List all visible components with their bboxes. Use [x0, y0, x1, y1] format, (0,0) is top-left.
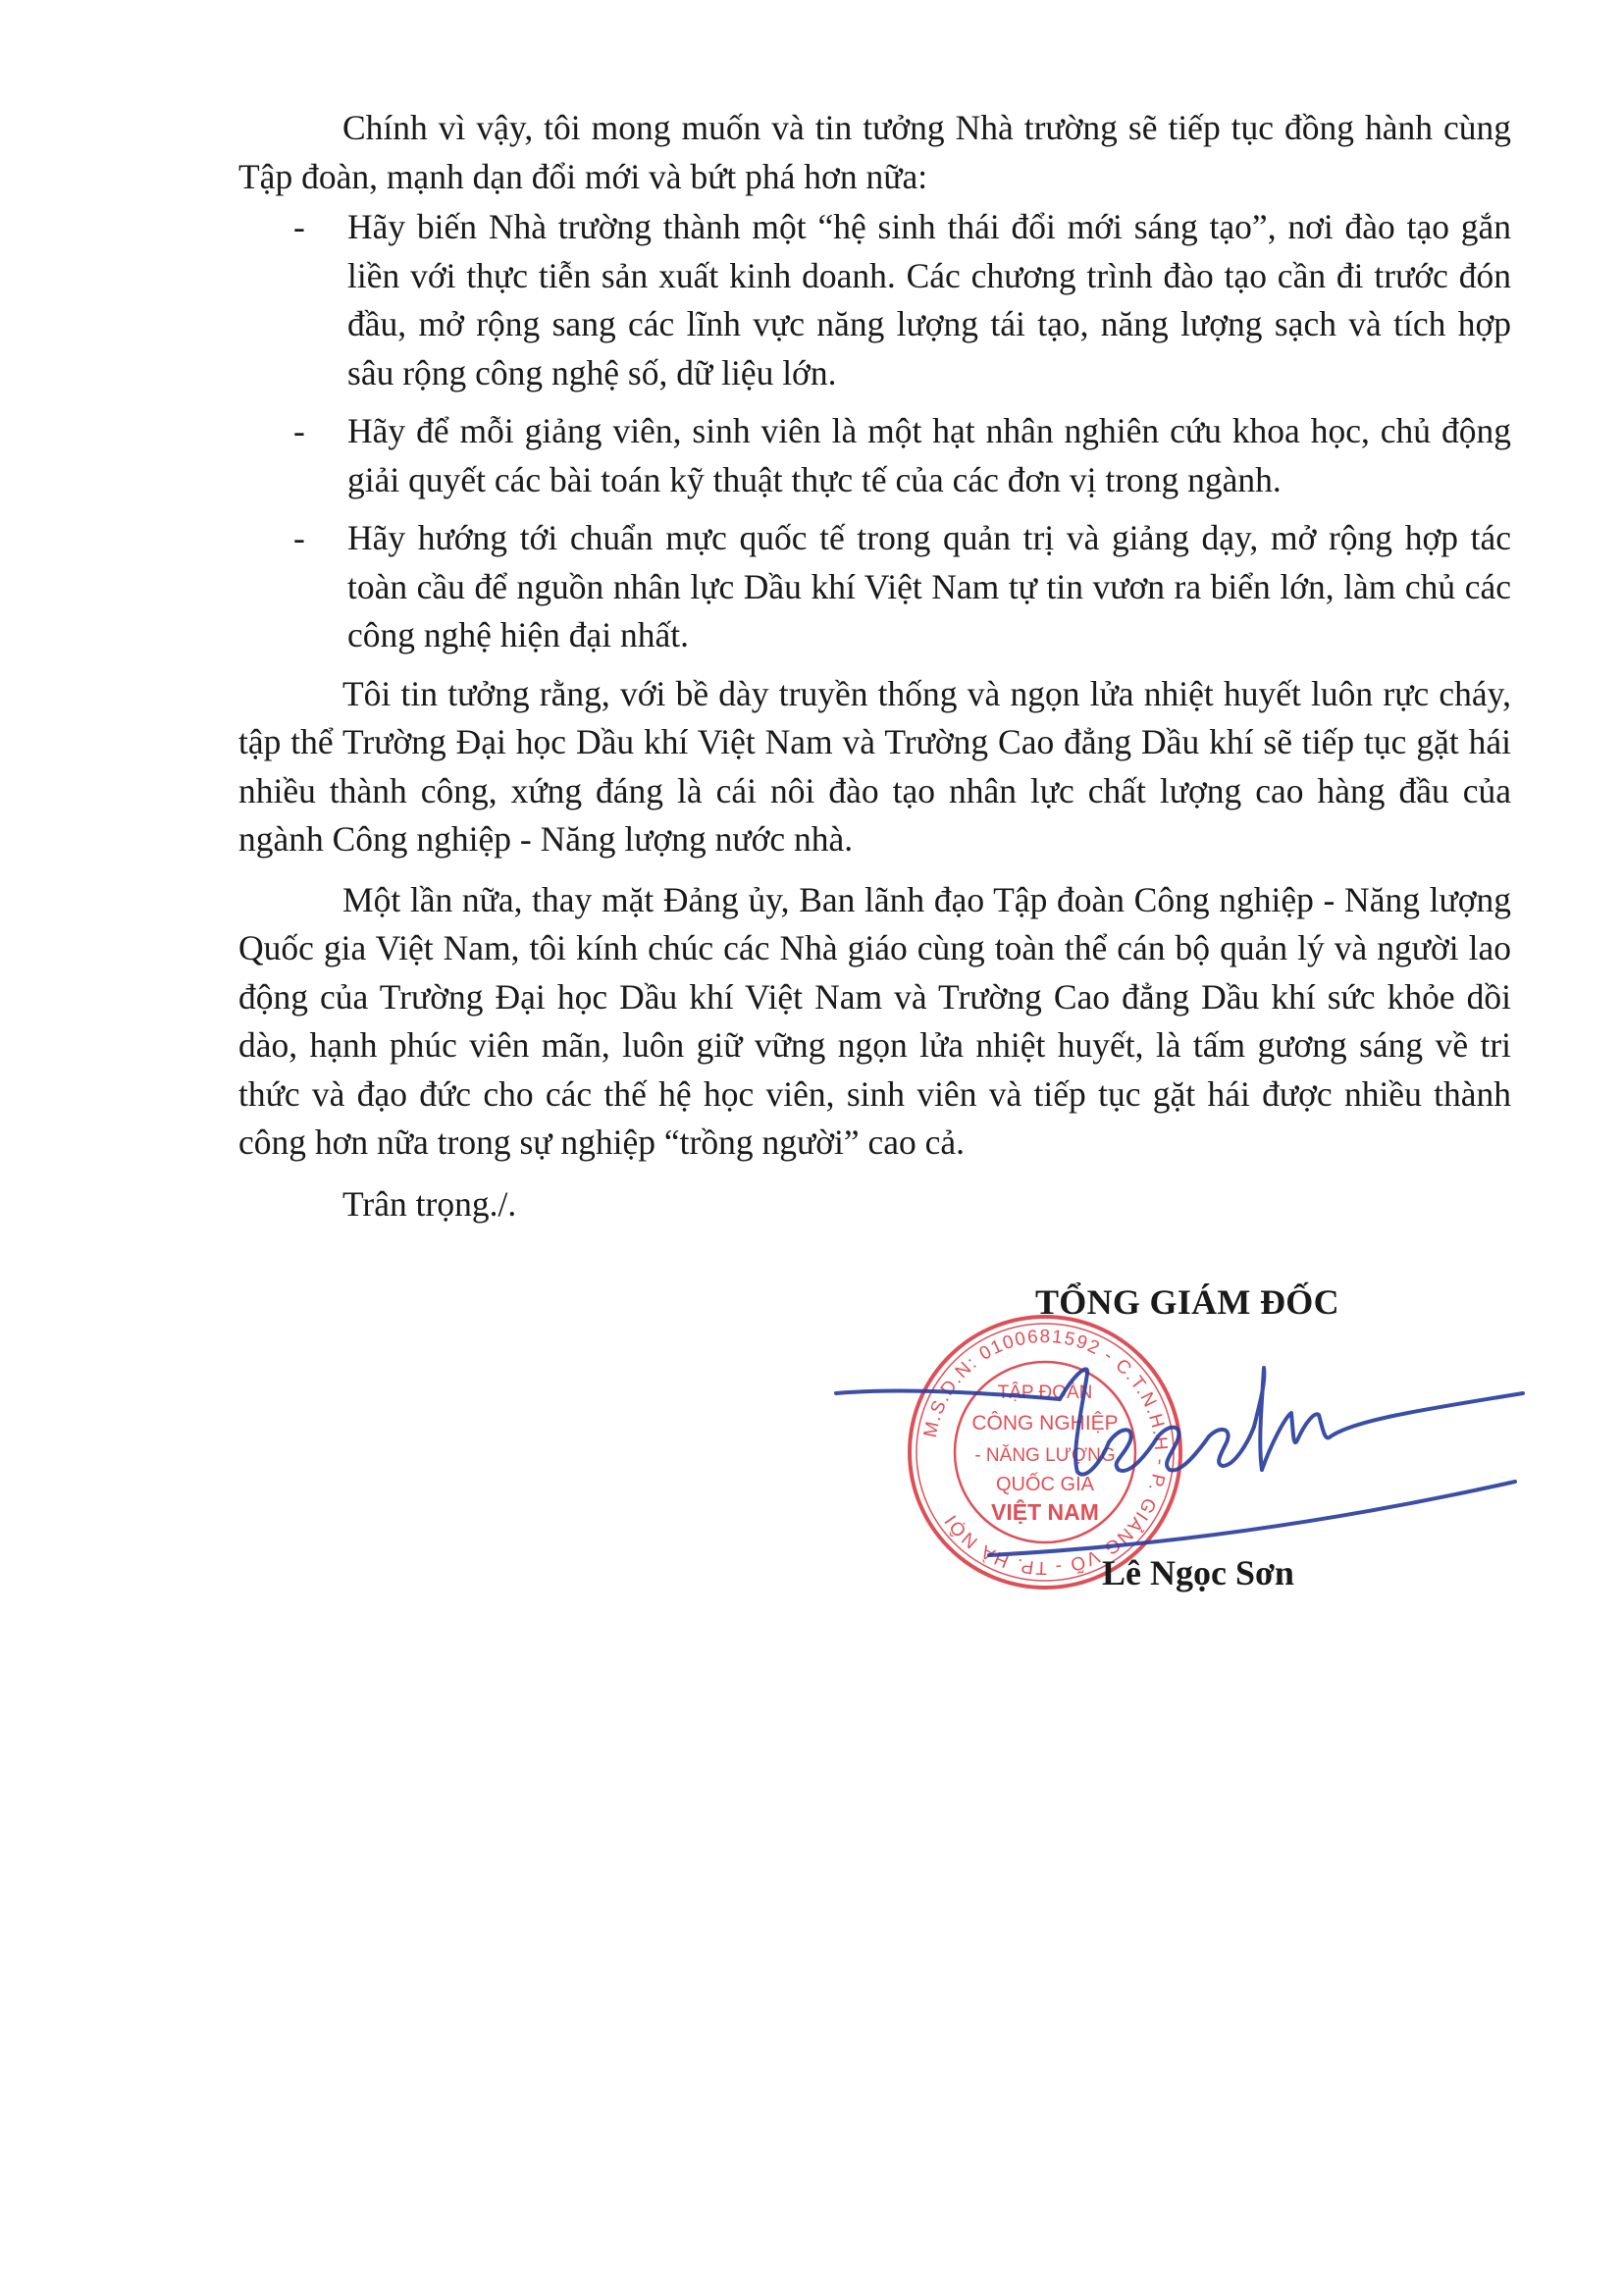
- wishes-paragraph: Một lần nữa, thay mặt Đảng ủy, Ban lãnh đạo Tập đoàn Công nghiệp - Năng lượng Quốc gia Việt Nam, tôi kính chúc các Nhà giáo cùng toàn thể cán bộ quản lý và người lao động của Trường Đại học Dầu khí Việt Nam và Trường Cao đẳng Dầu khí sức khỏe dồi dào, hạnh phúc viên mãn, luôn giữ vững ngọn lửa nhiệt huyết, là tấm gương sáng về tri thức và đạo đức cho các thế hệ học viên, sinh viên và tiếp tục gặt hái được nhiều thành công hơn nữa trong sự nghiệp “trồng người” cao cả.: [238, 879, 1511, 1162]
- signer-name: Lê Ngọc Sơn: [1102, 1553, 1294, 1592]
- signer-title: TỔNG GIÁM ĐỐC: [1035, 1282, 1339, 1322]
- intro-paragraph: Chính vì vậy, tôi mong muốn và tin tưởng Nhà trường sẽ tiếp tục đồng hành cùng Tập đoàn, mạnh dạn đổi mới và bứt phá hơn nữa:: [238, 108, 1511, 196]
- bullet-dash: -: [293, 411, 305, 450]
- belief-paragraph: Tôi tin tưởng rằng, với bề dày truyền thống và ngọn lửa nhiệt huyết luôn rực cháy, tập thể Trường Đại học Dầu khí Việt Nam và Trường Cao đẳng Dầu khí sẽ tiếp tục gặt hái nhiều thành công, xứng đáng là cái nôi đào tạo nhân lực chất lượng cao hàng đầu của ngành Công nghiệp - Năng lượng nước nhà.: [238, 673, 1511, 859]
- seal-line: TẬP ĐOÀN: [997, 1383, 1093, 1403]
- bullet-text: Hãy biến Nhà trường thành một “hệ sinh thái đổi mới sáng tạo”, nơi đào tạo gắn liền với thực tiễn sản xuất kinh doanh. Các chương trình đào tạo cần đi trước đón đầu, mở rộng sang các lĩnh vực năng lượng tái tạo, năng lượng sạch và tích hợp sâu rộng công nghệ số, dữ liệu lớn.: [347, 207, 1511, 392]
- bullet-text: Hãy để mỗi giảng viên, sinh viên là một hạt nhân nghiên cứu khoa học, chủ động giải quyết các bài toán kỹ thuật thực tế của các đơn vị trong ngành.: [347, 411, 1511, 499]
- wish-list: [238, 203, 1511, 660]
- list-item: [238, 514, 1511, 660]
- closing-line: Trân trọng./.: [342, 1183, 517, 1224]
- letter-body: [238, 104, 1511, 1228]
- bullet-text: Hãy hướng tới chuẩn mực quốc tế trong quản trị và giảng dạy, mở rộng hợp tác toàn cầu để nguồn nhân lực Dầu khí Việt Nam tự tin vươn ra biển lớn, làm chủ các công nghệ hiện đại nhất.: [347, 518, 1511, 654]
- seal-line: CÔNG NGHIỆP: [971, 1412, 1119, 1435]
- bullet-dash: -: [293, 518, 305, 557]
- seal-line: - NĂNG LƯỢNG: [974, 1445, 1116, 1466]
- seal-line: QUỐC GIA: [995, 1474, 1095, 1495]
- seal-ring-text: M.S.D.N: 0100681592 - C.T.N.H.H - P. GIẢNG VÕ - TP. HÀ NỘI: [919, 1326, 1172, 1579]
- list-item: [238, 407, 1511, 504]
- list-item: [238, 203, 1511, 397]
- handwritten-signature-icon: [824, 1334, 1531, 1590]
- seal-line: VIỆT NAM: [991, 1499, 1099, 1525]
- bullet-dash: -: [293, 207, 305, 246]
